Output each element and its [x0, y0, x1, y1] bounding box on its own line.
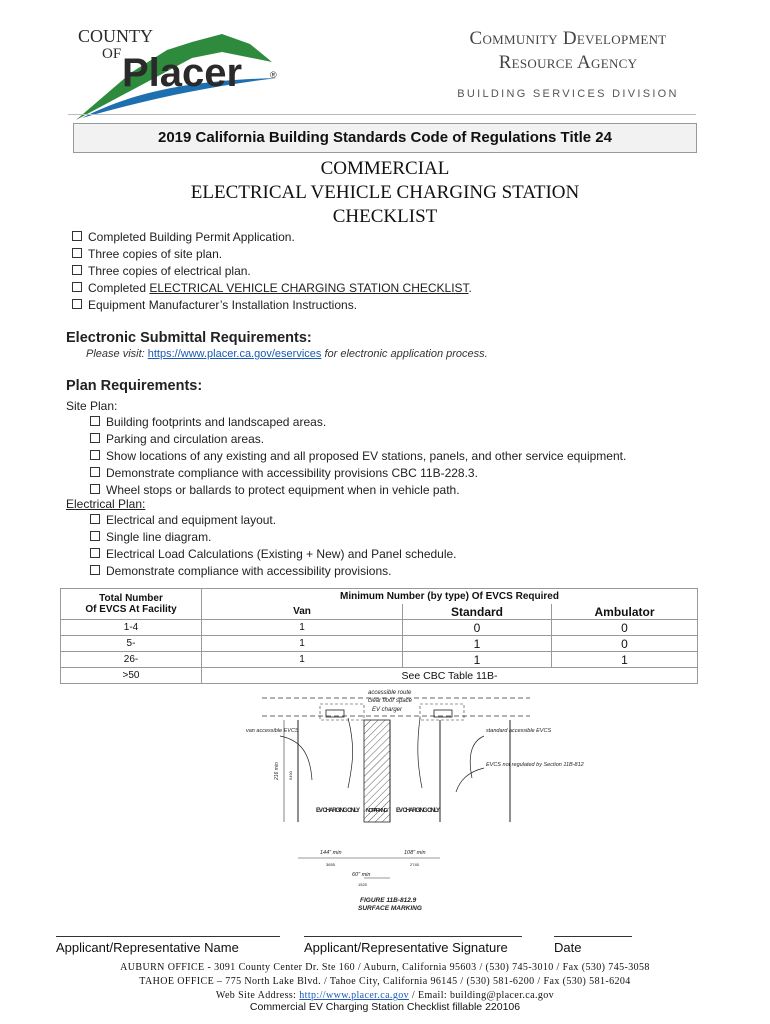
date-line[interactable]: [554, 936, 632, 937]
cell: 0: [403, 620, 552, 636]
checkbox[interactable]: [90, 450, 100, 460]
electrical-plan-text: Single line diagram.: [106, 530, 212, 544]
checklist-text: Completed: [88, 281, 150, 295]
site-plan-list: [90, 414, 730, 499]
clear-space-left: [320, 704, 364, 720]
signature-label: Applicant/Representative Signature: [304, 940, 508, 955]
evcs-requirements-table: [60, 588, 698, 684]
cell: 0: [552, 620, 698, 636]
checkbox[interactable]: [90, 484, 100, 494]
logo-county-text: COUNTY: [78, 26, 153, 46]
plan-requirements-heading: Plan Requirements:: [66, 378, 203, 394]
leader-arrow: [418, 718, 422, 788]
site-plan-item: [90, 465, 730, 482]
electrical-plan-item: [90, 546, 730, 563]
checkbox[interactable]: [90, 531, 100, 541]
cell: 1: [202, 636, 403, 652]
site-plan-text: Parking and circulation areas.: [106, 432, 265, 446]
checklist-text: Completed Building Permit Application.: [88, 230, 295, 244]
checkbox[interactable]: [90, 433, 100, 443]
table-row: [61, 636, 698, 652]
dim-left-label: 144" min: [320, 850, 342, 856]
leader-arrow: [348, 718, 353, 788]
electrical-plan-text: Electrical Load Calculations (Existing + New) and Panel schedule.: [106, 547, 457, 561]
checkbox[interactable]: [90, 514, 100, 524]
electrical-plan-label: Electrical Plan:: [66, 497, 146, 511]
electronic-submittal-heading: Electronic Submittal Requirements:: [66, 330, 312, 346]
site-plan-item: [90, 431, 730, 448]
site-plan-item: [90, 448, 730, 465]
logo-of-text: OF: [102, 46, 122, 62]
heading-line3: CHECKLIST: [332, 206, 438, 227]
site-plan-label: Site Plan:: [66, 399, 118, 413]
checkbox[interactable]: [72, 282, 82, 292]
dim-right-label: 108" min: [404, 850, 426, 856]
header-line: Of EVCS At Facility: [85, 604, 177, 615]
web-address: [0, 990, 770, 1001]
name-signature-line[interactable]: [56, 936, 280, 937]
code-title-bar: 2019 California Building Standards Code of Regulations Title 24: [73, 123, 697, 153]
site-plan-item: [90, 482, 730, 499]
not-regulated-label: EVCS not regulated by Section 11B-812: [486, 762, 584, 768]
electrical-plan-item: [90, 563, 730, 580]
checklist-text: .: [468, 281, 472, 295]
table-row: [61, 668, 698, 684]
electronic-submittal-note: [86, 348, 488, 360]
cell: 1: [202, 652, 403, 668]
leader-arrow: [280, 736, 312, 780]
heading-line2: ELECTRICAL VEHICLE CHARGING STATION: [190, 182, 580, 203]
dim-vertical-label: 216 min: [274, 762, 280, 780]
auburn-office: AUBURN OFFICE - 3091 County Center Dr. Ste 160 / Auburn, California 95603 / (530) 745-3010 / Fax (530) 745-3058: [120, 962, 650, 973]
standard-accessible-label: standard accessible EVCS: [486, 728, 552, 734]
accessible-route-label: accessible route: [368, 690, 412, 696]
figure-caption-title: SURFACE MARKING: [358, 905, 422, 912]
checkbox[interactable]: [72, 231, 82, 241]
signature-line[interactable]: [304, 936, 522, 937]
logo-placer-text: Placer: [122, 51, 243, 95]
site-plan-text: Building footprints and landscaped areas.: [106, 415, 327, 429]
checklist-item: [72, 280, 722, 297]
cell: >50: [61, 668, 202, 684]
checkbox[interactable]: [72, 265, 82, 275]
cell: 1-4: [61, 620, 202, 636]
checklist-item: [72, 297, 722, 314]
clear-floor-label: clear floor space: [368, 698, 413, 704]
total-number-header: [61, 589, 202, 620]
checklist-item: [72, 263, 722, 280]
dim-aisle-label: 60" min: [352, 872, 371, 878]
dim-aisle-sub: 1525: [358, 882, 367, 887]
figure-caption-number: FIGURE 11B-812.9: [360, 897, 417, 904]
van-header: Van: [202, 604, 403, 620]
electrical-plan-item: [90, 512, 730, 529]
checklist-text: Three copies of site plan.: [88, 247, 223, 261]
checklist-text: Three copies of electrical plan.: [88, 264, 251, 278]
standard-header: Standard: [403, 604, 552, 620]
tahoe-office: TAHOE OFFICE – 775 North Lake Blvd. / Tahoe City, California 96145 / (530) 581-6200 / Fax (530) 581-6204: [139, 976, 631, 987]
cell: 1: [552, 652, 698, 668]
header-line: Total Number: [99, 593, 163, 604]
header-divider: [68, 114, 696, 115]
cell: 1: [202, 620, 403, 636]
eservices-link[interactable]: https://www.placer.ca.gov/eservices: [147, 348, 322, 360]
site-plan-text: Demonstrate compliance with accessibility provisions CBC 11B-228.3.: [106, 466, 478, 480]
surface-marking-figure: [240, 688, 584, 914]
logo-registered-mark: ®: [270, 70, 277, 80]
no-parking-label: NO PARKING: [366, 808, 388, 814]
checklist-item: [72, 246, 722, 263]
email-text: / Email: building@placer.ca.gov: [409, 990, 555, 1001]
electrical-plan-text: Demonstrate compliance with accessibility provisions.: [106, 564, 392, 578]
checklist-link[interactable]: ELECTRICAL VEHICLE CHARGING STATION CHECKLIST: [149, 281, 469, 295]
note-suffix: for electronic application process.: [321, 348, 488, 360]
cell: 1: [403, 636, 552, 652]
electrical-plan-text: Electrical and equipment layout.: [106, 513, 277, 527]
ambulatory-header: Ambulator: [552, 604, 698, 620]
division-name: BUILDING SERVICES DIVISION: [457, 88, 679, 100]
cell: 0: [552, 636, 698, 652]
leader-arrow: [470, 736, 484, 778]
note-prefix: Please visit:: [86, 348, 148, 360]
dim-vertical-sub: 5490: [288, 771, 293, 780]
access-aisle: [364, 720, 390, 822]
checkbox[interactable]: [90, 565, 100, 575]
dim-right-sub: 2745: [410, 862, 419, 867]
cell: 1: [403, 652, 552, 668]
agency-name-line2: Resource Agency: [498, 52, 638, 73]
date-label: Date: [554, 940, 582, 955]
cell: 26-: [61, 652, 202, 668]
table-row: [61, 652, 698, 668]
minimum-number-header: Minimum Number (by type) Of EVCS Required: [202, 589, 698, 605]
checkbox[interactable]: [90, 416, 100, 426]
dim-left-sub: 3655: [326, 862, 335, 867]
electrical-plan-list: [90, 512, 730, 580]
clear-space-right: [420, 704, 464, 720]
ev-only-right: EV CHARGING ONLY: [396, 808, 440, 814]
checklist-text: Equipment Manufacturer’s Installation Instructions.: [88, 298, 358, 312]
checkbox[interactable]: [72, 299, 82, 309]
site-plan-text: Wheel stops or ballards to protect equipment when in vehicle path.: [106, 483, 460, 497]
web-prefix: Web Site Address:: [215, 990, 300, 1001]
county-of-placer-logo: [72, 22, 287, 126]
ev-only-left: EV CHARGING ONLY: [316, 808, 360, 814]
electrical-plan-item: [90, 529, 730, 546]
checklist-item: [72, 229, 722, 246]
ev-charger-label: EV charger: [372, 707, 403, 713]
table-header-row: [61, 589, 698, 605]
form-identifier: Commercial EV Charging Station Checklist fillable 220106: [249, 1001, 521, 1013]
site-plan-item: [90, 414, 730, 431]
cell: See CBC Table 11B-: [202, 668, 698, 684]
submittal-checklist: [72, 229, 722, 314]
agency-name-line1: Community Development: [469, 28, 667, 49]
leader-arrow: [456, 768, 484, 792]
van-accessible-label: van accessible EVCS: [246, 728, 299, 734]
cell: 5-: [61, 636, 202, 652]
heading-line1: COMMERCIAL: [320, 158, 450, 179]
site-plan-text: Show locations of any existing and all proposed EV stations, panels, and other service equipment.: [106, 449, 627, 463]
name-label: Applicant/Representative Name: [56, 940, 239, 955]
website-link[interactable]: http://www.placer.ca.gov: [299, 990, 410, 1001]
table-row: [61, 620, 698, 636]
checkbox[interactable]: [90, 548, 100, 558]
checkbox[interactable]: [90, 467, 100, 477]
checkbox[interactable]: [72, 248, 82, 258]
